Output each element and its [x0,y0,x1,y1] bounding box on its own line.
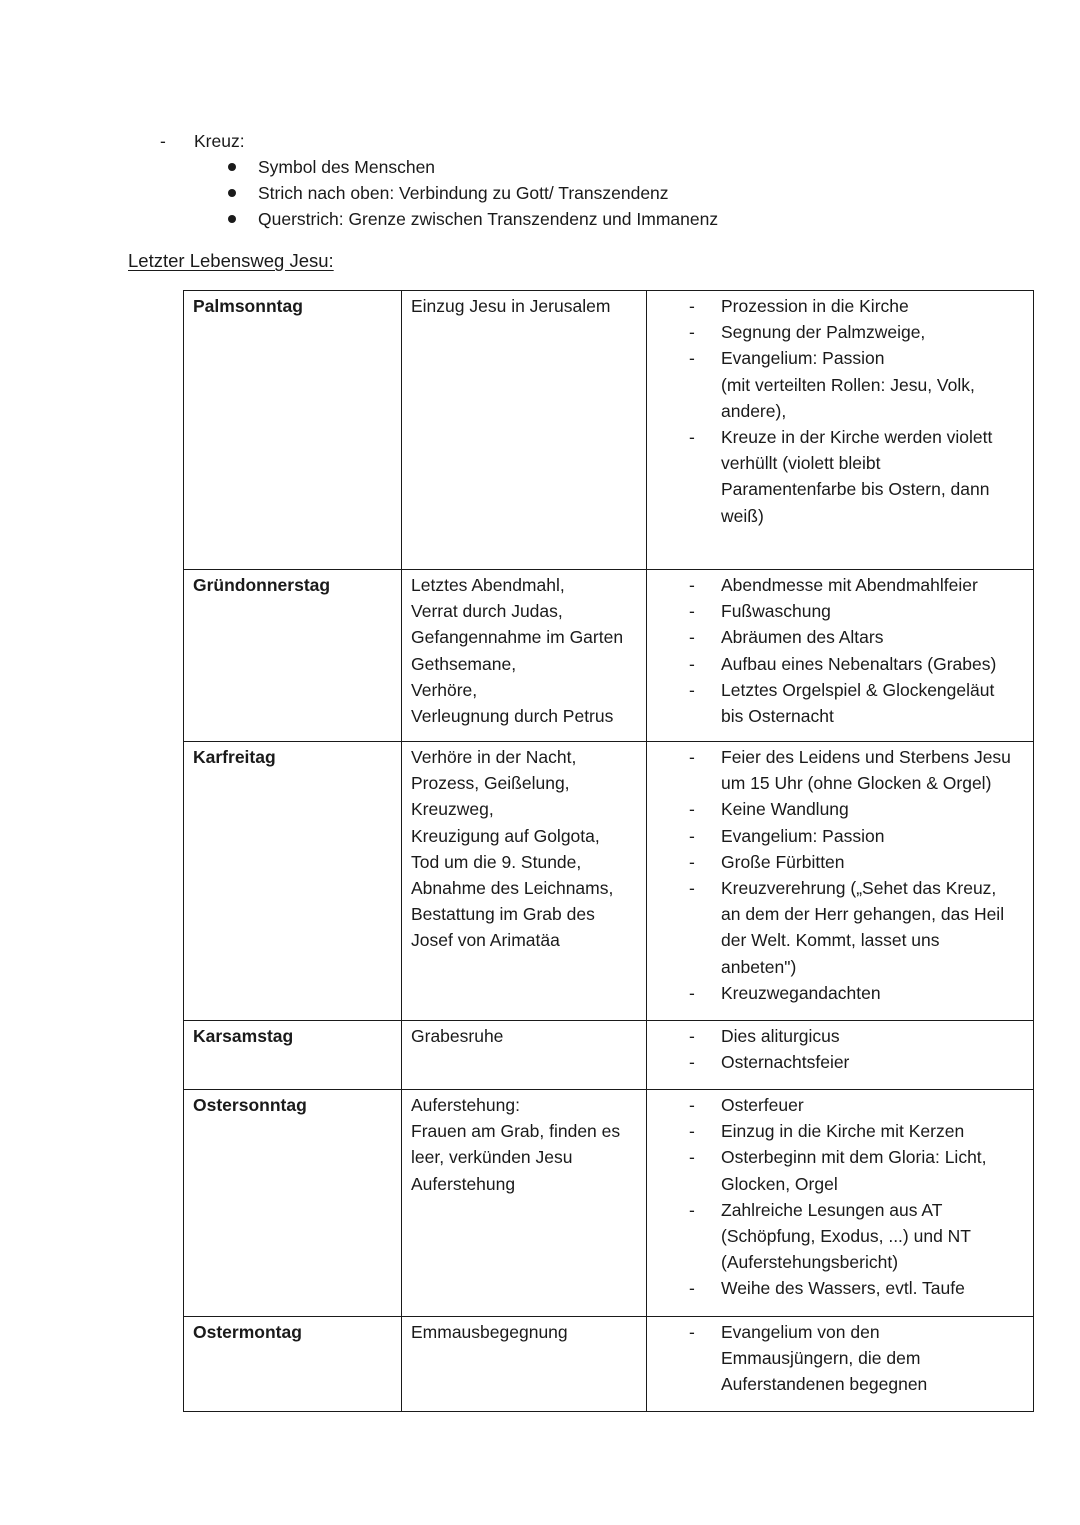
liturgy-line: Zahlreiche Lesungen aus AT [721,1199,943,1220]
day-name: Palmsonntag [193,296,303,316]
dash-marker: - [689,825,695,846]
liturgy-line: Segnung der Palmzweige, [721,322,926,343]
liturgy-line: Paramentenfarbe bis Ostern, dann [721,479,990,500]
liturgy-item [656,1092,1024,1118]
liturgy-line: weiß) [721,505,764,526]
event-line: Abnahme des Leichnams, [411,878,614,899]
dash-marker: - [689,1322,695,1342]
day-cell [184,570,402,742]
dash-marker: - [689,1121,695,1142]
dash-marker: - [689,799,695,820]
liturgy-line: Feier des Leidens und Sterbens Jesu [721,747,1011,767]
event-line: Auferstehung [411,1173,516,1194]
dash-marker: - [689,653,695,674]
dash-marker: - [689,851,695,872]
liturgy-list [656,744,1024,1006]
event-line: Prozess, Geißelung, [411,773,570,794]
liturgy-item [656,677,1024,729]
liturgy-item [656,1319,1024,1398]
liturgy-item [656,1049,1024,1075]
liturgy-item [656,1118,1024,1144]
liturgy-item [656,651,1024,677]
liturgy-line: anbeten") [721,956,797,977]
day-name: Karsamstag [193,1026,294,1046]
liturgy-line: der Welt. Kommt, lasset uns [721,930,940,951]
event-line: Josef von Arimatäa [411,930,560,951]
kreuz-bullet-item [160,206,718,232]
liturgy-item [656,744,1024,796]
event-line: Bestattung im Grab des [411,904,595,925]
liturgy-cell [647,742,1034,1021]
liturgy-line: Keine Wandlung [721,799,849,820]
liturgy-line: Osterfeuer [721,1095,804,1115]
liturgy-item [656,1023,1024,1049]
liturgy-item [656,823,1024,849]
liturgy-cell [647,291,1034,570]
liturgy-item [656,424,1024,529]
liturgy-item [656,980,1024,1006]
kreuz-bullet-list [160,154,718,232]
kreuz-bullet-text: Symbol des Menschen [258,157,436,177]
day-name: Gründonnerstag [193,575,331,595]
day-name: Karfreitag [193,747,276,767]
dash-marker: - [689,1052,695,1073]
event-line: Auferstehung: [411,1095,520,1115]
day-name: Ostermontag [193,1322,302,1342]
table-row [184,291,1034,570]
liturgy-line: Auferstandenen begegnen [721,1374,928,1395]
day-cell [184,742,402,1021]
liturgy-item [656,319,1024,345]
dash-marker: - [689,627,695,648]
bullet-dot-icon [228,189,236,197]
dash-marker: - [689,1199,695,1220]
day-cell [184,1021,402,1090]
dash-marker: - [689,1278,695,1299]
dash-marker: - [689,679,695,700]
liturgy-line: Fußwaschung [721,601,831,622]
event-line: Letztes Abendmahl, [411,575,565,595]
dash-marker: - [160,131,166,151]
liturgy-item [656,875,1024,980]
liturgy-cell [647,1021,1034,1090]
kreuz-bullet-item [160,180,718,206]
liturgy-item [656,624,1024,650]
bullet-dot-icon [228,215,236,223]
liturgy-line: Letztes Orgelspiel & Glockengeläut [721,679,995,700]
event-line: Gefangennahme im Garten [411,627,624,648]
liturgy-line: Kreuze in der Kirche werden violett [721,427,993,448]
liturgy-line: Kreuzwegandachten [721,982,881,1003]
liturgy-item [656,598,1024,624]
events-cell [402,742,647,1021]
event-line: Verrat durch Judas, [411,601,563,622]
liturgy-line: Evangelium: Passion [721,825,885,846]
liturgy-cell [647,570,1034,742]
liturgy-item [656,1144,1024,1196]
event-line: Verhöre, [411,679,478,700]
liturgy-line: Prozession in die Kirche [721,296,909,316]
section-title: Letzter Lebensweg Jesu: [128,250,334,271]
dash-marker: - [689,575,695,595]
liturgy-line: an dem der Herr gehangen, das Heil [721,904,1005,925]
liturgy-line: (Auferstehungsbericht) [721,1252,899,1273]
events-cell [402,1090,647,1317]
kreuz-label: Kreuz: [194,131,245,151]
liturgy-line: Dies aliturgicus [721,1026,840,1046]
liturgy-line: bis Osternacht [721,706,834,727]
liturgy-item [656,345,1024,424]
bullet-dot-icon [228,163,236,171]
liturgy-line: Kreuzverehrung („Sehet das Kreuz, [721,878,997,899]
liturgy-line: Emmausjüngern, die dem [721,1348,921,1369]
liturgy-item [656,572,1024,598]
liturgy-item [656,1197,1024,1276]
liturgy-list [656,1023,1024,1075]
liturgy-line: (Schöpfung, Exodus, ...) und NT [721,1226,971,1247]
events-cell [402,1021,647,1090]
liturgy-line: Abendmesse mit Abendmahlfeier [721,575,978,595]
kreuz-section [160,128,718,232]
liturgy-line: Glocken, Orgel [721,1173,838,1194]
event-line: Frauen am Grab, finden es [411,1121,621,1142]
liturgy-line: Evangelium: Passion [721,348,885,369]
kreuz-bullet-text: Querstrich: Grenze zwischen Transzendenz und Immanenz [258,209,719,229]
event-line: Verleugnung durch Petrus [411,706,614,727]
kreuz-bullet-item [160,154,718,180]
liturgy-list [656,572,1024,729]
table-row [184,742,1034,1021]
day-cell [184,1317,402,1412]
table-row [184,1021,1034,1090]
liturgy-line: Aufbau eines Nebenaltars (Grabes) [721,653,997,674]
liturgy-line: um 15 Uhr (ohne Glocken & Orgel) [721,773,992,794]
liturgy-cell [647,1090,1034,1317]
liturgy-line: Einzug in die Kirche mit Kerzen [721,1121,965,1142]
dash-marker: - [689,747,695,767]
events-cell [402,570,647,742]
event-line: Kreuzigung auf Golgota, [411,825,600,846]
dash-marker: - [689,1026,695,1046]
table-row [184,1317,1034,1412]
dash-marker: - [689,322,695,343]
liturgy-item [656,1275,1024,1301]
liturgy-item [656,293,1024,319]
dash-marker: - [689,601,695,622]
kreuz-bullet-text: Strich nach oben: Verbindung zu Gott/ Transzendenz [258,183,669,203]
day-cell [184,291,402,570]
table-row [184,1090,1034,1317]
liturgy-line: (mit verteilten Rollen: Jesu, Volk, [721,374,975,395]
liturgy-line: Osterbeginn mit dem Gloria: Licht, [721,1147,987,1168]
liturgy-item [656,849,1024,875]
liturgy-line: andere), [721,400,787,421]
day-name: Ostersonntag [193,1095,307,1115]
dash-marker: - [689,427,695,448]
event-line: Tod um die 9. Stunde, [411,851,582,872]
event-line: Gethsemane, [411,653,517,674]
liturgy-list [656,293,1024,529]
event-line: Einzug Jesu in Jerusalem [411,296,611,316]
dash-marker: - [689,296,695,316]
table-body [184,291,1034,1412]
event-line: Emmausbegegnung [411,1322,568,1342]
table-row [184,570,1034,742]
kreuz-heading [160,128,718,154]
liturgy-line: Osternachtsfeier [721,1052,850,1073]
events-cell [402,1317,647,1412]
liturgy-line: Weihe des Wassers, evtl. Taufe [721,1278,965,1299]
event-line: Kreuzweg, [411,799,494,820]
dash-marker: - [689,1147,695,1168]
liturgy-list [656,1092,1024,1302]
liturgy-line: Abräumen des Altars [721,627,884,648]
holy-week-table [183,290,1034,1412]
liturgy-line: Große Fürbitten [721,851,845,872]
event-line: Verhöre in der Nacht, [411,747,577,767]
liturgy-cell [647,1317,1034,1412]
liturgy-list [656,1319,1024,1398]
dash-marker: - [689,982,695,1003]
events-cell [402,291,647,570]
event-line: Grabesruhe [411,1026,504,1046]
dash-marker: - [689,1095,695,1115]
dash-marker: - [689,878,695,899]
liturgy-line: Evangelium von den [721,1322,880,1342]
liturgy-item [656,796,1024,822]
liturgy-line: verhüllt (violett bleibt [721,453,881,474]
day-cell [184,1090,402,1317]
event-line: leer, verkünden Jesu [411,1147,573,1168]
dash-marker: - [689,348,695,369]
